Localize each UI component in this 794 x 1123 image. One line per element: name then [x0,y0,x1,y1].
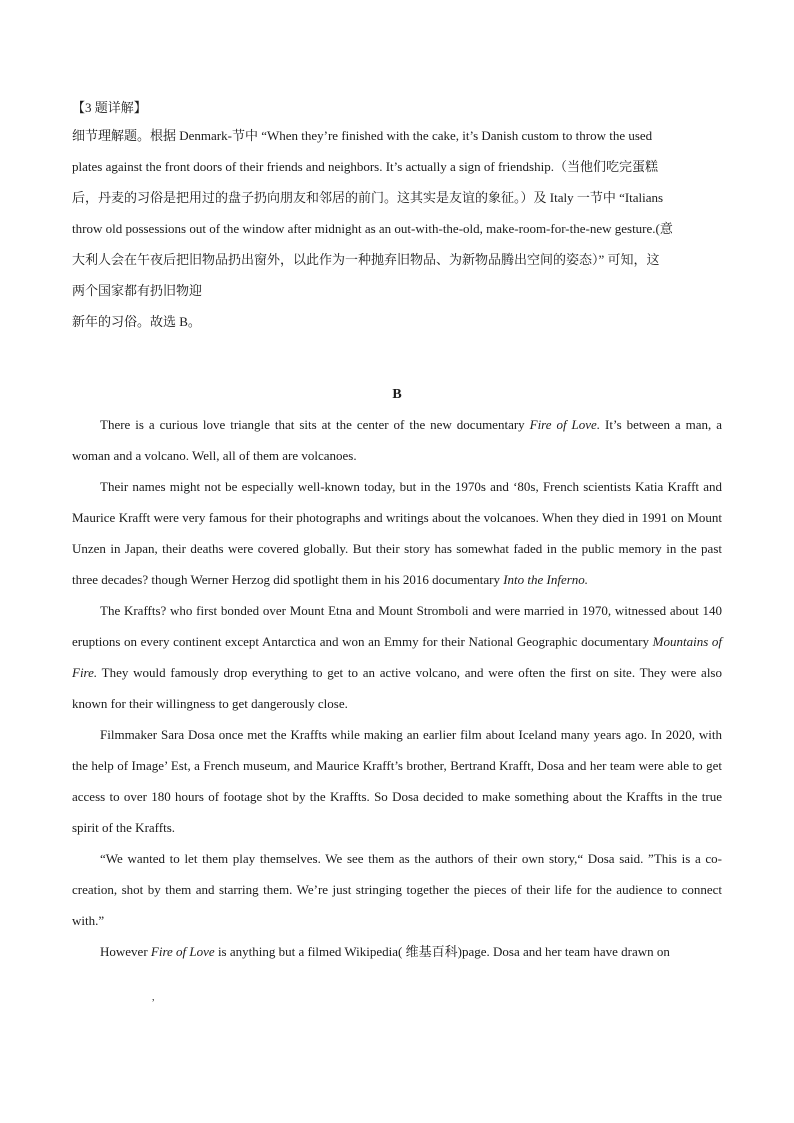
film-title: Mountains of Fire. [72,634,722,680]
detail-line: 大利人会在午夜后把旧物品扔出窗外，以此作为一种抛弃旧物品、为新物品腾出空间的姿态）” 可知，这 [72,252,660,267]
detail-line: 新年的习俗。故选 B。 [72,314,201,329]
paragraph-5: “We wanted to let them play themselves. We see them as the authors of their own story,“ Dosa said. ”This is a co-creation, shot by them and starring them. We’re just stringing together the pieces of their life for the audience to connect with.” [72,851,722,928]
paragraph-4: Filmmaker Sara Dosa once met the Kraffts while making an earlier film about Iceland many years ago. In 2020, with the help of Image’ Est, a French museum, and Maurice Krafft’s brother, Bertrand Krafft, Dosa and her team were able to get access to over 180 hours of footage shot by the Kraffts. So Dosa decided to make something about the Kraffts in the true spirit of the Kraffts. [72,727,722,835]
detail-line: 两个国家都有扔旧物迎 [72,283,203,298]
document-page [72,96,722,967]
detail-line: plates against the front doors of their friends and neighbors. It’s actually a sign of friendship.（当他们吃完蛋糕 [72,159,658,174]
film-title: Fire of Love [150,944,215,959]
detail-line: 细节理解题。根据 Denmark-节中 “When they’re finished with the cake, it’s Danish custom to throw the used [72,128,653,143]
film-title: Fire of Love. [529,417,601,432]
section-title: B [392,387,402,402]
detail-heading: 【3 题详解】 [72,100,147,115]
paragraph-2: Their names might not be especially well-known today, but in the 1970s and ‘80s, French scientists Katia Krafft and Maurice Krafft were very famous for their photographs and writings about the volcanoes. When they died in 1991 on Mount Unzen in Japan, their deaths were covered globally. But their story has somewhat faded in the public memory in the past three decades? though Werner Herzog did spotlight them in his 2016 documentary Into the Inferno. [72,479,722,587]
paragraph-1: There is a curious love triangle that sits at the center of the new documentary Fire of Love. It’s between a man, a woman and a volcano. Well, all of them are volcanoes. [72,417,722,463]
film-title: Into the Inferno. [503,572,589,587]
stray-comma-mark: , [152,992,155,1003]
detail-line: 后，丹麦的习俗是把用过的盘子扔向朋友和邻居的前门。这其实是友谊的象征。）及 Italy 一节中 “Italians [72,190,664,205]
paragraph-6: However Fire of Love is anything but a filmed Wikipedia( 维基百科)page. Dosa and her team have drawn on [100,944,670,959]
paragraph-3: The Kraffts? who first bonded over Mount Etna and Mount Stromboli and were married in 1970, witnessed about 140 eruptions on every continent except Antarctica and won an Emmy for their National Geographic documentary Mountains of Fire. They would famously drop everything to get to an active volcano, and were often the first on site. They were also known for their willingness to get dangerously close. [72,603,722,711]
detail-line: throw old possessions out of the window after midnight as an out-with-the-old, make-room-for-the-new gesture.(意 [72,221,673,236]
